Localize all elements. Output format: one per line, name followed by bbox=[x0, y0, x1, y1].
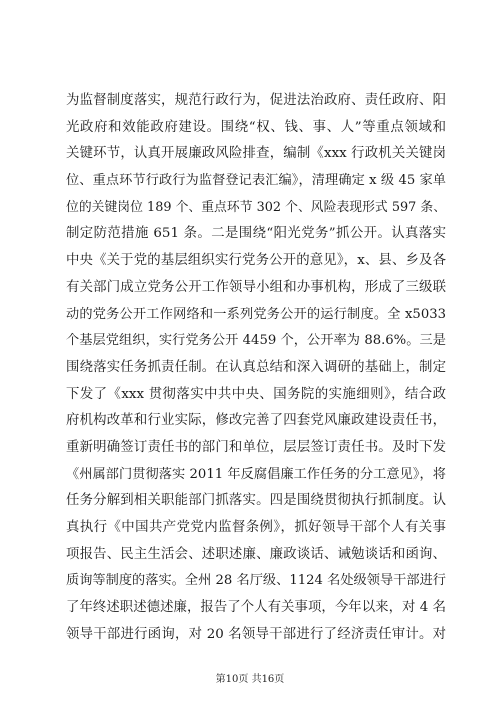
text-line: 真执行《中国共产党党内监督条例》，抓好领导干部个人有关事 bbox=[66, 520, 446, 535]
text-line: 下发了《xxx 贯彻落实中共中央、国务院的实施细则》，结合政 bbox=[66, 386, 446, 402]
text-line: 任务分解到相关职能部门抓落实。四是围绕贯彻执行抓制度。认 bbox=[66, 493, 446, 509]
text-line: 关键环节，认真开展廉政风险排查，编制《xxx 行政机关关键岗 bbox=[66, 146, 446, 162]
text-line: 《州属部门贯彻落实 2011 年反腐倡廉工作任务的分工意见》，将 bbox=[66, 466, 446, 482]
text-line: 制定防范措施 651 条。二是围绕“阳光党务”抓公开。认真落实 bbox=[66, 226, 446, 242]
text-line: 领导干部进行函询，对 20 名领导干部进行了经济责任审计。对 bbox=[66, 626, 446, 642]
text-line: 中央《关于党的基层组织实行党务公开的意见》，x、县、乡及各 bbox=[66, 253, 446, 269]
text-line: 动的党务公开工作网络和一系列党务公开的运行制度。全 x5033 bbox=[66, 306, 446, 322]
text-line: 位的关键岗位 189 个、重点环节 302 个、风险表现形式 597 条、 bbox=[66, 199, 446, 215]
text-line: 位、重点环节行政行为监督登记表汇编》，清理确定 x 级 45 家单 bbox=[66, 173, 446, 189]
text-line: 府机构改革和行业实际，修改完善了四套党风廉政建设责任书， bbox=[66, 413, 446, 429]
text-line: 光政府和效能政府建设。围绕“权、钱、事、人”等重点领域和 bbox=[66, 119, 446, 135]
text-line: 重新明确签订责任书的部门和单位，层层签订责任书。及时下发 bbox=[66, 439, 446, 455]
text-line: 了年终述职述德述廉，报告了个人有关事项，今年以来，对 4 名 bbox=[66, 600, 446, 616]
text-line: 围绕落实任务抓责任制。在认真总结和深入调研的基础上，制定 bbox=[66, 359, 446, 375]
page-footer: 第10页 共16页 bbox=[215, 674, 285, 685]
body-text bbox=[66, 88, 446, 648]
text-line: 个基层党组织，实行党务公开 4459 个，公开率为 88.6%。三是 bbox=[66, 333, 446, 349]
text-line: 有关部门成立党务公开工作领导小组和办事机构，形成了三级联 bbox=[66, 279, 446, 295]
text-line: 项报告、民主生活会、述职述廉、廉政谈话、诫勉谈话和函询、 bbox=[66, 546, 446, 562]
text-line: 为监督制度落实，规范行政行为，促进法治政府、责任政府、阳 bbox=[66, 93, 446, 108]
text-line: 质询等制度的落实。全州 28 名厅级、1124 名处级领导干部进行 bbox=[66, 573, 446, 589]
